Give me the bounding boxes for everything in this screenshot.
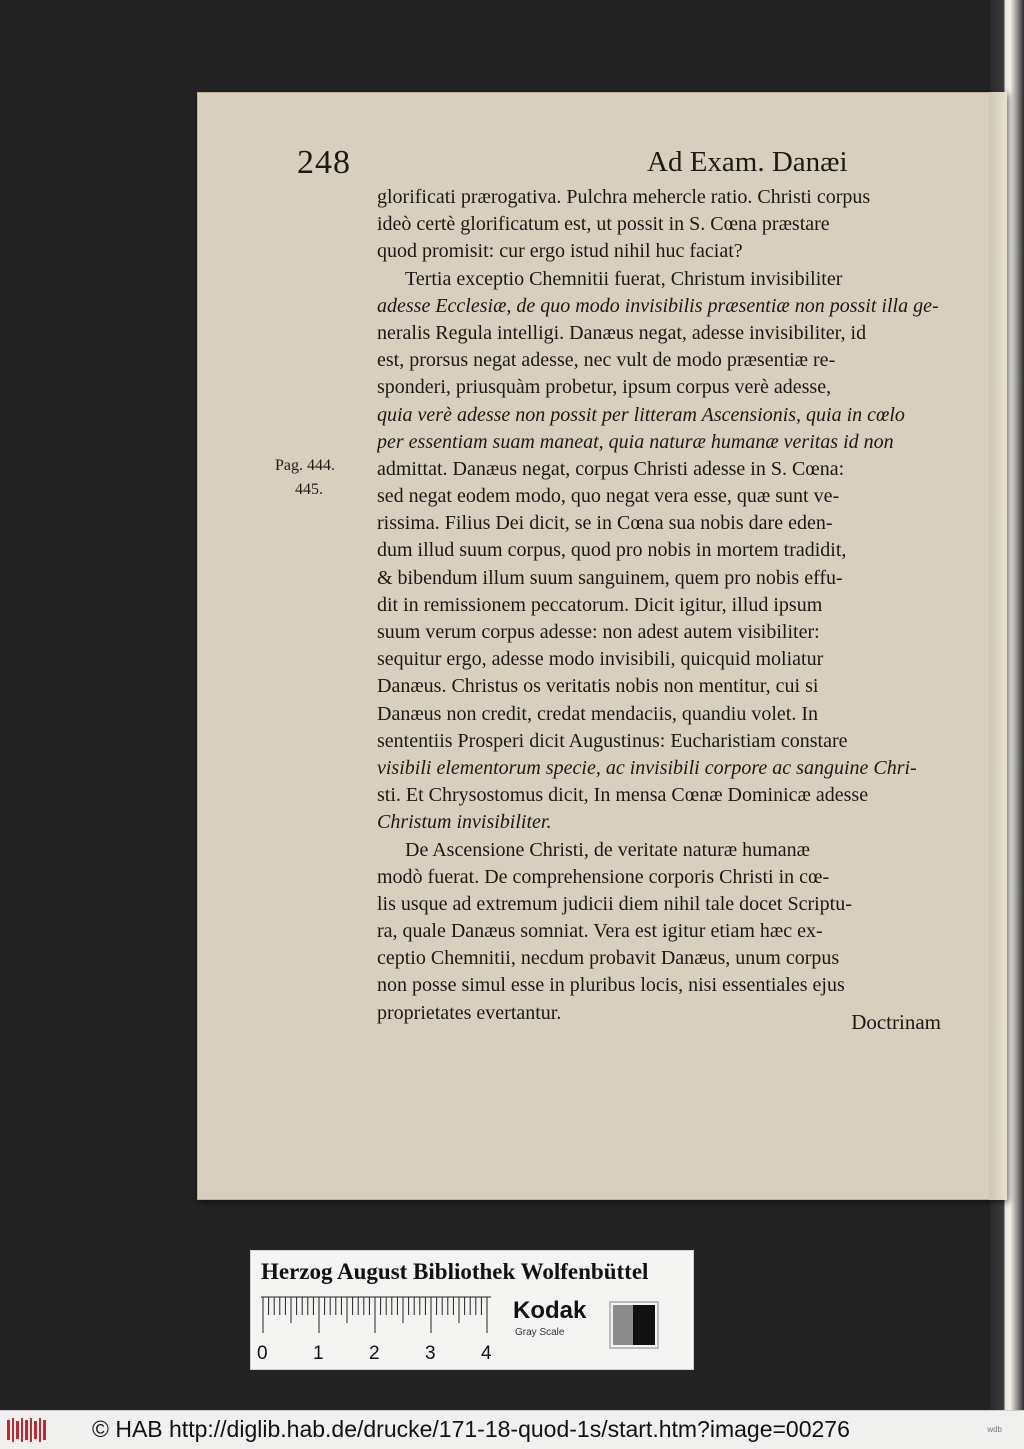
margin-note: [275, 454, 375, 502]
text-line: dum illud suum corpus, quod pro nobis in mortem tradidit,: [377, 539, 847, 562]
text-line: glorificati prærogativa. Pulchra mehercle ratio. Christi corpus: [377, 186, 871, 208]
gray-swatch: [613, 1305, 633, 1345]
wdb-mark: wdb: [987, 1425, 1002, 1434]
text-line: adesse Ecclesiæ, de quo modo invisibilis præsentiæ non possit illa ge-: [377, 294, 939, 317]
text-line: proprietates evertantur.: [377, 1001, 562, 1024]
body-text: [377, 184, 947, 1027]
ruler-label: 4: [481, 1343, 492, 1364]
text-line: suum verum corpus adesse: non adest autem visibiliter:: [377, 621, 820, 643]
text-line: lis usque ad extremum judicii diem nihil tale docet Scriptu-: [377, 892, 852, 915]
book-page: [197, 92, 1007, 1200]
text-line: ceptio Chemnitii, necdum probavit Danæus, unum corpus: [377, 947, 840, 970]
ruler-label: 0: [257, 1343, 268, 1364]
text-line: dit in remissionem peccatorum. Dicit igitur, illud ipsum: [377, 593, 823, 616]
text-line: Danæus non credit, credat mendaciis, quandiu volet. In: [377, 702, 818, 725]
margin-note-line: 445.: [295, 481, 323, 498]
text-line: & bibendum illum suum sanguinem, quem pro nobis effu-: [377, 566, 843, 589]
page-number: 248: [297, 144, 351, 181]
text-line: modò fuerat. De comprehensione corporis Christi in cœ-: [377, 865, 830, 888]
text-line: sententiis Prosperi dicit Augustinus: Eucharistiam constare: [377, 729, 848, 752]
text-line: De Ascensione Christi, de veritate naturæ humanæ: [405, 838, 810, 861]
page-gutter: [989, 92, 1007, 1200]
text-line: admittat. Danæus negat, corpus Christi adesse in S. Cœna:: [377, 457, 845, 480]
text-line: Tertia exceptio Chemnitii fuerat, Christum invisibiliter: [405, 267, 843, 290]
copyright-url: © HAB http://diglib.hab.de/drucke/171-18-quod-1s/start.htm?image=00276: [92, 1416, 850, 1442]
text-line: sed negat eodem modo, quo negat vera esse, quæ sunt ve-: [377, 485, 840, 508]
ruler-label: 3: [425, 1343, 436, 1364]
ruler-labels: [257, 1343, 497, 1367]
text-line: non posse simul esse in pluribus locis, nisi essentiales ejus: [377, 974, 845, 997]
running-head-title: Ad Exam. Danæi: [647, 146, 848, 178]
ruler-scale: [261, 1295, 501, 1335]
text-line: est, prorsus negat adesse, nec vult de modo præsentiæ re-: [377, 349, 836, 372]
text-line: ideò certè glorificatum est, ut possit in S. Cœna præstare: [377, 213, 830, 236]
catchword: Doctrinam: [851, 1010, 941, 1034]
text-line: Danæus. Christus os veritatis nobis non mentitur, cui si: [377, 675, 819, 698]
text-line: sti. Et Chrysostomus dicit, In mensa Cœnæ Dominicæ adesse: [377, 784, 869, 807]
text-line: visibili elementorum specie, ac invisibili corpore ac sanguine Chri-: [377, 756, 917, 779]
footer-bar: [0, 1410, 1024, 1449]
library-color-card: [250, 1250, 694, 1370]
gray-scale-label: Gray Scale: [515, 1327, 565, 1338]
text-line: Christum invisibiliter.: [377, 811, 552, 834]
running-head: [297, 144, 957, 184]
ruler-label: 1: [313, 1343, 324, 1364]
hab-logo-icon: [6, 1417, 48, 1443]
library-label-title: Herzog August Bibliothek Wolfenbüttel: [261, 1259, 649, 1284]
ruler-label: 2: [369, 1343, 380, 1364]
text-line: rissima. Filius Dei dicit, se in Cœna sua nobis dare eden-: [377, 512, 833, 535]
black-swatch: [633, 1305, 655, 1345]
text-line: quia verè adesse non possit per litteram Ascensionis, quia in cœlo: [377, 403, 905, 426]
text-line: neralis Regula intelligi. Danæus negat, adesse invisibiliter, id: [377, 321, 867, 344]
margin-note-line: Pag. 444.: [275, 457, 335, 474]
text-line: ra, quale Danæus somniat. Vera est igitur etiam hæc ex-: [377, 920, 823, 943]
text-line: sponderi, priusquàm probetur, ipsum corpus verè adesse,: [377, 376, 832, 399]
kodak-brand: Kodak: [513, 1297, 587, 1324]
text-line: per essentiam suam maneat, quia naturæ humanæ veritas id non: [377, 430, 894, 453]
text-line: sequitur ergo, adesse modo invisibili, quicquid moliatur: [377, 648, 824, 671]
text-line: quod promisit: cur ergo istud nihil huc faciat?: [377, 240, 743, 263]
